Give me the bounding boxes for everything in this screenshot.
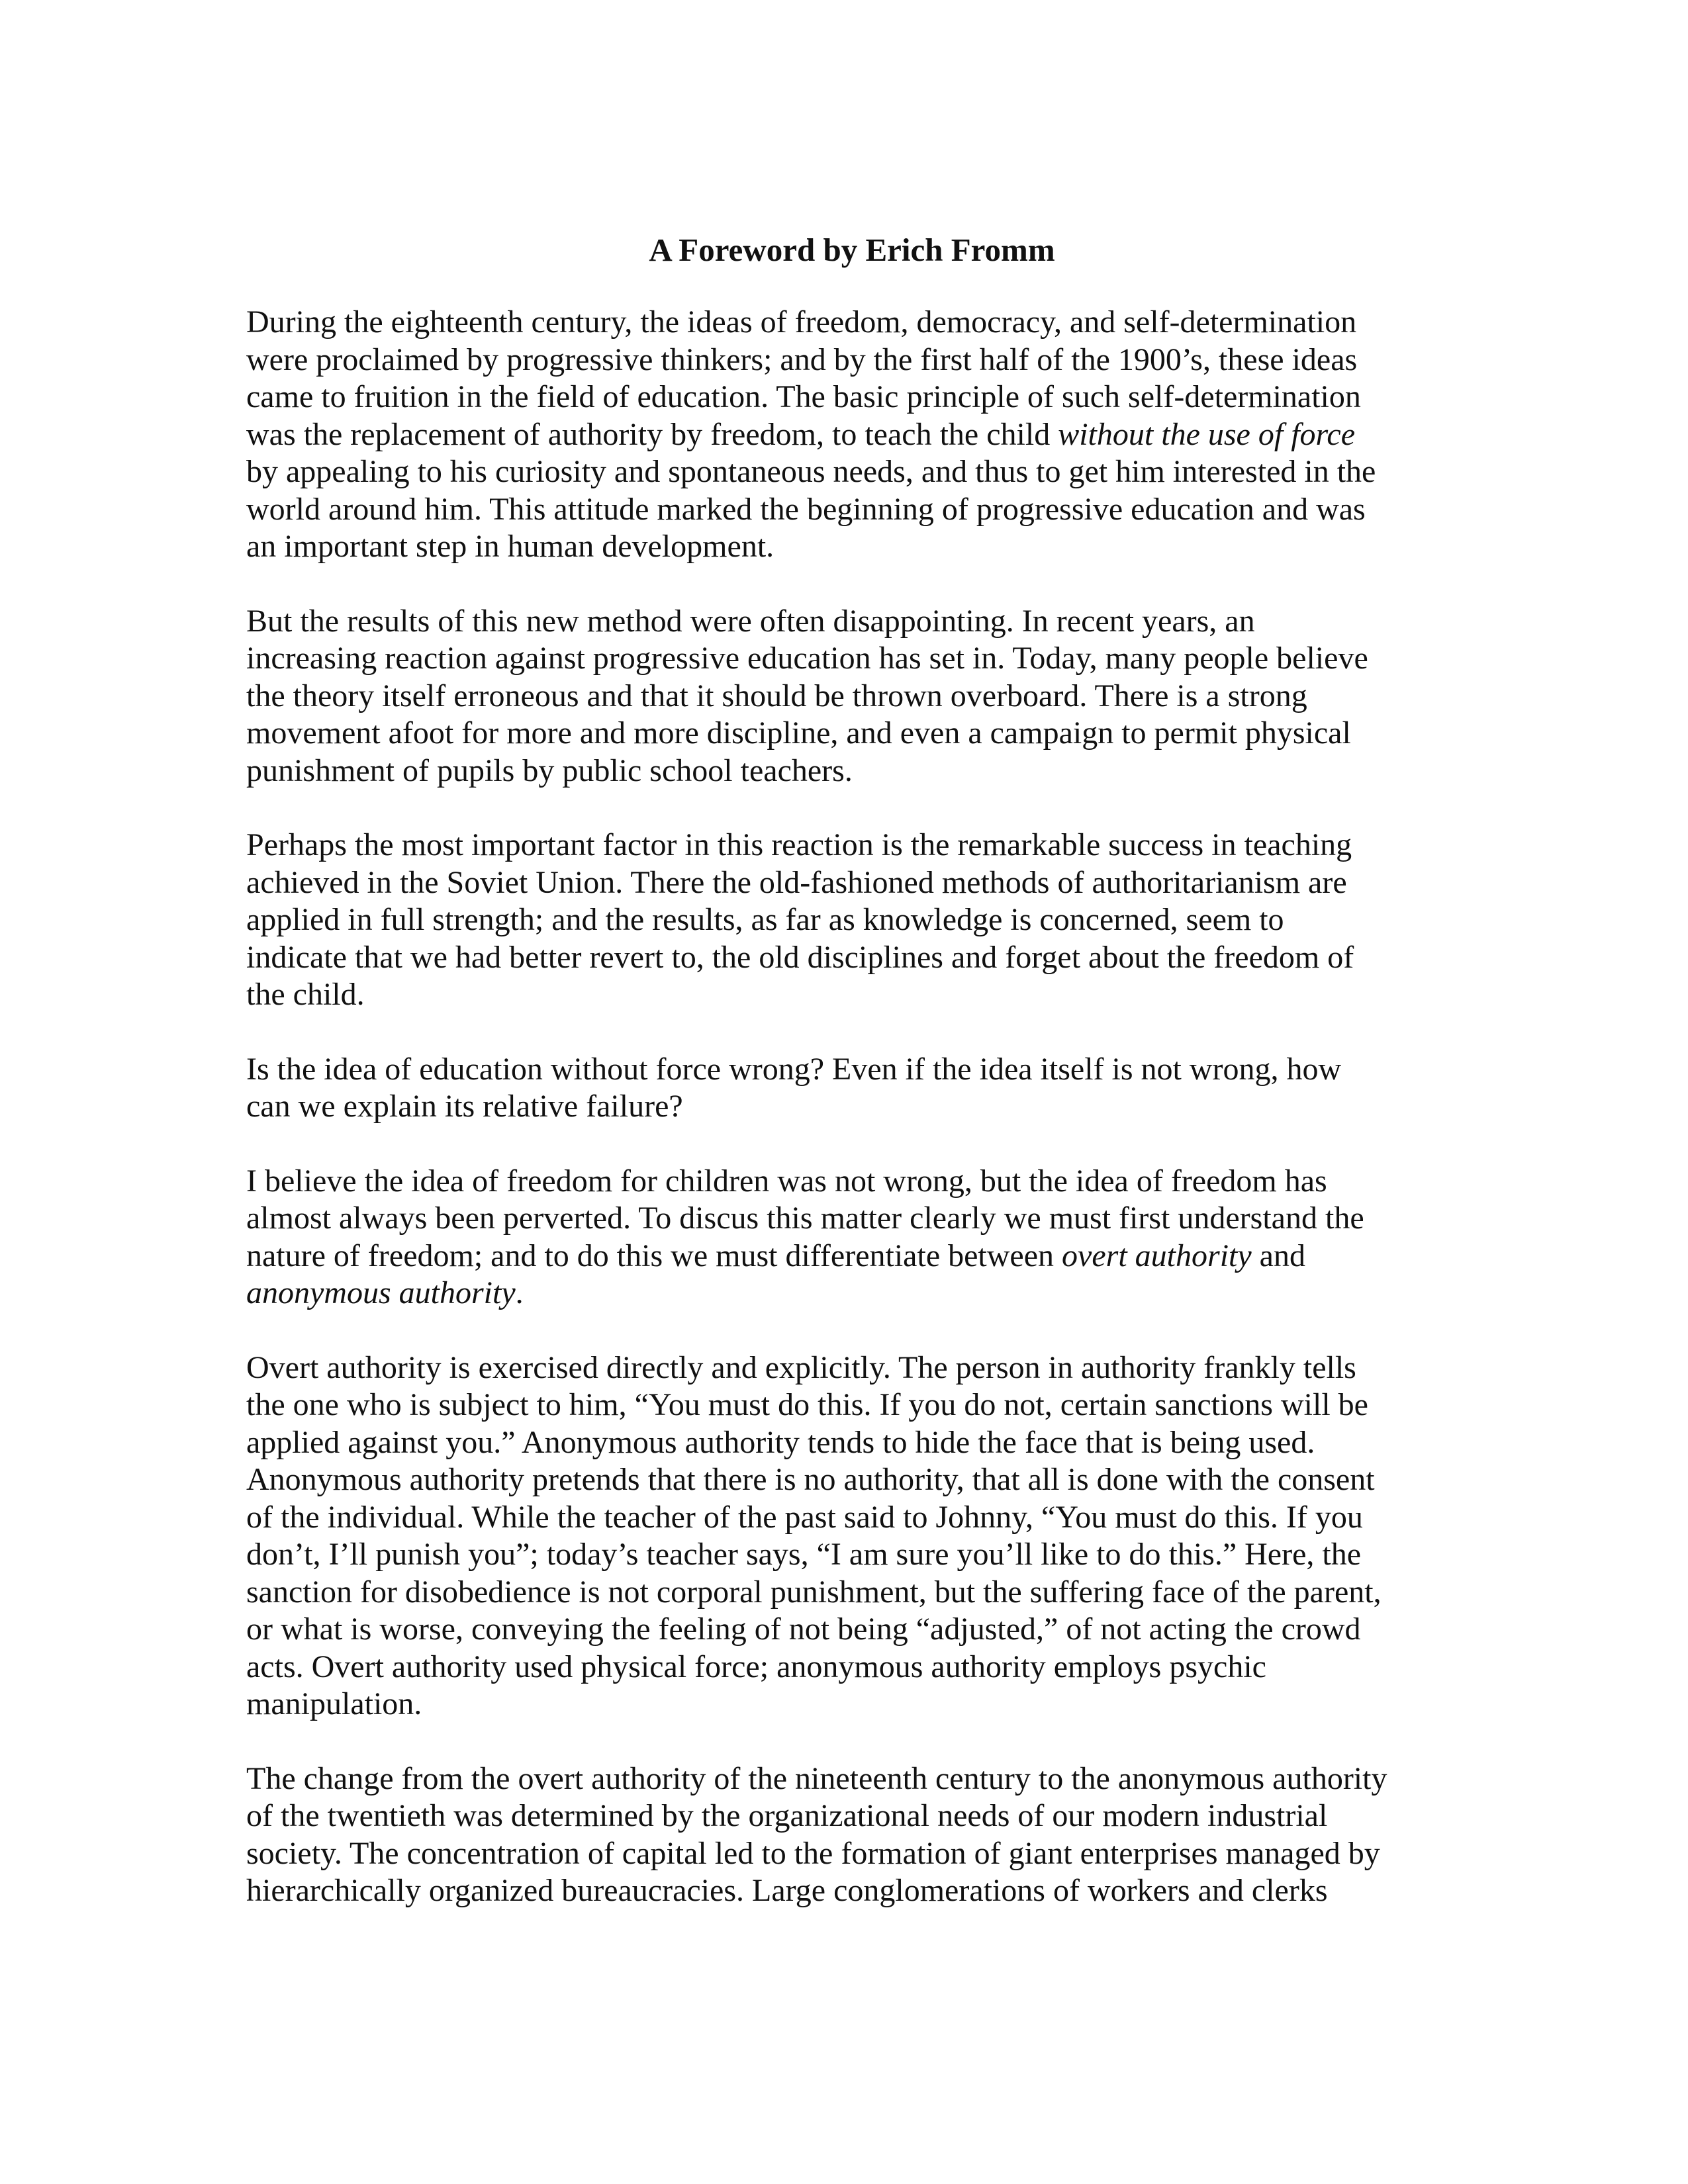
text-line xyxy=(246,1574,1458,1612)
text-segment: Anonymous authority pretends that there is no authority, that all is done with the consent xyxy=(246,1462,1375,1497)
text-line xyxy=(246,640,1458,678)
text-line xyxy=(246,1200,1458,1238)
italic-text: overt authority xyxy=(1062,1238,1252,1273)
text-segment: the one who is subject to him, “You must do this. If you do not, certain sanctions will be xyxy=(246,1387,1368,1422)
body-paragraph xyxy=(246,1760,1458,1910)
body-paragraph xyxy=(246,1349,1458,1723)
text-line xyxy=(246,1686,1458,1723)
text-line xyxy=(246,752,1458,790)
text-line xyxy=(246,678,1458,715)
text-segment: sanction for disobedience is not corporal punishment, but the suffering face of the parent, xyxy=(246,1574,1382,1610)
text-line xyxy=(246,1760,1458,1798)
text-line xyxy=(246,1835,1458,1873)
text-segment: of the individual. While the teacher of the past said to Johnny, “You must do this. If you xyxy=(246,1499,1363,1535)
text-line xyxy=(246,1611,1458,1649)
document-body xyxy=(246,232,1458,1947)
text-segment: indicate that we had better revert to, the old disciplines and forget about the freedom of xyxy=(246,939,1354,975)
text-segment: . xyxy=(515,1275,524,1310)
body-paragraph xyxy=(246,603,1458,790)
text-segment: was the replacement of authority by freedom, to teach the child xyxy=(246,416,1058,452)
text-segment: an important step in human development. xyxy=(246,529,774,564)
text-segment: Perhaps the most important factor in this reaction is the remarkable success in teaching xyxy=(246,827,1352,862)
text-line xyxy=(246,1499,1458,1537)
text-line xyxy=(246,1088,1458,1126)
text-line xyxy=(246,528,1458,566)
text-line xyxy=(246,304,1458,341)
body-paragraph xyxy=(246,827,1458,1014)
body-paragraph xyxy=(246,1051,1458,1126)
text-line xyxy=(246,453,1458,491)
text-segment: society. The concentration of capital led to the formation of giant enterprises managed by xyxy=(246,1835,1380,1871)
text-line xyxy=(246,1872,1458,1910)
page-title: A Foreword by Erich Fromm xyxy=(649,232,1055,268)
text-segment: manipulation. xyxy=(246,1686,422,1721)
text-line xyxy=(246,1163,1458,1201)
body-paragraph xyxy=(246,1163,1458,1312)
text-line xyxy=(246,1797,1458,1835)
text-segment: and xyxy=(1251,1238,1305,1273)
text-line xyxy=(246,864,1458,902)
text-line xyxy=(246,939,1458,977)
text-segment: by appealing to his curiosity and spontaneous needs, and thus to get him interested in the xyxy=(246,454,1376,489)
body-paragraph xyxy=(246,304,1458,566)
paragraph-list xyxy=(246,304,1458,1910)
text-segment: of the twentieth was determined by the organizational needs of our modern industrial xyxy=(246,1798,1328,1833)
text-line xyxy=(246,1051,1458,1089)
text-segment: Overt authority is exercised directly and explicitly. The person in authority frankly tells xyxy=(246,1349,1356,1385)
italic-text: anonymous authority xyxy=(246,1275,516,1310)
text-segment: the child. xyxy=(246,977,365,1012)
text-line xyxy=(246,976,1458,1014)
italic-text: without the use of force xyxy=(1058,416,1356,452)
text-segment: The change from the overt authority of the nineteenth century to the anonymous authority xyxy=(246,1760,1387,1796)
text-segment: applied against you.” Anonymous authority tends to hide the face that is being used. xyxy=(246,1424,1315,1460)
text-segment: applied in full strength; and the results, as far as knowledge is concerned, seem to xyxy=(246,902,1284,937)
text-segment: Is the idea of education without force wrong? Even if the idea itself is not wrong, how xyxy=(246,1051,1342,1087)
text-line xyxy=(246,715,1458,752)
text-segment: were proclaimed by progressive thinkers; and by the first half of the 1900’s, these ideas xyxy=(246,341,1358,377)
text-line xyxy=(246,901,1458,939)
text-line xyxy=(246,1238,1458,1275)
text-segment: or what is worse, conveying the feeling of not being “adjusted,” of not acting the crowd xyxy=(246,1612,1361,1647)
text-line xyxy=(246,491,1458,529)
text-line xyxy=(246,827,1458,864)
text-line xyxy=(246,341,1458,379)
text-line xyxy=(246,1275,1458,1312)
text-line xyxy=(246,1536,1458,1574)
text-line xyxy=(246,416,1458,454)
text-segment: almost always been perverted. To discus this matter clearly we must first understand the xyxy=(246,1201,1364,1236)
text-segment: can we explain its relative failure? xyxy=(246,1089,683,1124)
text-line xyxy=(246,1349,1458,1387)
text-line xyxy=(246,1424,1458,1462)
text-segment: hierarchically organized bureaucracies. Large conglomerations of workers and clerks xyxy=(246,1873,1328,1908)
text-segment: don’t, I’ll punish you”; today’s teacher says, “I am sure you’ll like to do this.” Here, the xyxy=(246,1537,1362,1572)
text-segment: movement afoot for more and more discipline, and even a campaign to permit physical xyxy=(246,715,1351,751)
text-segment: acts. Overt authority used physical force; anonymous authority employs psychic xyxy=(246,1649,1266,1684)
text-segment: nature of freedom; and to do this we must differentiate between xyxy=(246,1238,1062,1273)
text-segment: world around him. This attitude marked the beginning of progressive education and was xyxy=(246,491,1366,527)
text-line xyxy=(246,379,1458,416)
text-segment: increasing reaction against progressive education has set in. Today, many people believe xyxy=(246,641,1368,676)
text-segment: achieved in the Soviet Union. There the old-fashioned methods of authoritarianism are xyxy=(246,864,1347,900)
text-line xyxy=(246,1461,1458,1499)
text-segment: came to fruition in the field of education. The basic principle of such self-determination xyxy=(246,379,1361,414)
text-segment: I believe the idea of freedom for children was not wrong, but the idea of freedom has xyxy=(246,1163,1327,1199)
text-segment: But the results of this new method were often disappointing. In recent years, an xyxy=(246,603,1255,639)
text-line xyxy=(246,1387,1458,1424)
text-segment: the theory itself erroneous and that it should be thrown overboard. There is a strong xyxy=(246,678,1307,713)
text-line xyxy=(246,603,1458,641)
text-line xyxy=(246,1649,1458,1686)
text-segment: punishment of pupils by public school teachers. xyxy=(246,752,853,788)
text-segment: During the eighteenth century, the ideas of freedom, democracy, and self-determination xyxy=(246,304,1357,340)
